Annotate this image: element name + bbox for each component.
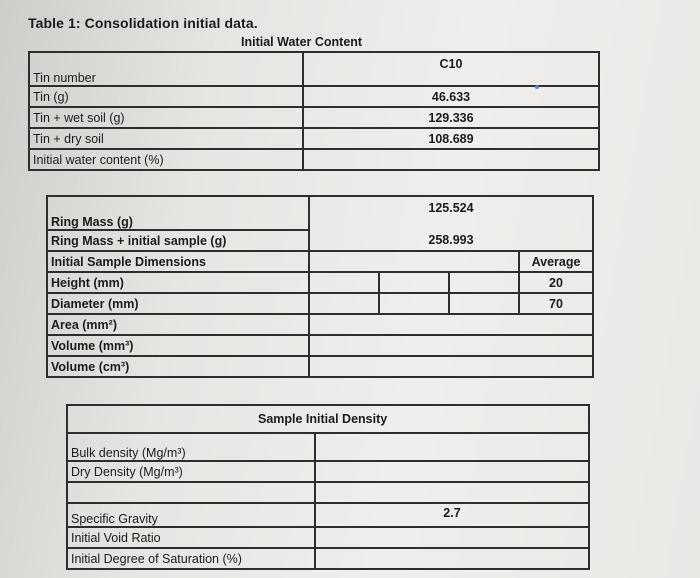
table-row [47, 251, 593, 272]
row-value [309, 356, 593, 377]
table-row [47, 356, 593, 377]
row-label: Initial Sample Dimensions [47, 251, 309, 272]
row-label: Volume (mm³) [47, 335, 309, 356]
row-label [67, 482, 315, 503]
row-value [315, 548, 589, 569]
row-value [315, 433, 589, 461]
row-label: Dry Density (Mg/m³) [67, 461, 315, 482]
table-row [29, 107, 599, 128]
row-value [315, 482, 589, 503]
row-label: Tin + dry soil [29, 128, 303, 149]
row-label: Initial water content (%) [29, 149, 303, 170]
table-row [67, 503, 589, 527]
row-label: Initial Degree of Saturation (%) [67, 548, 315, 569]
sample-initial-density-header: Sample Initial Density [258, 412, 388, 426]
table-row [29, 86, 599, 107]
row-label: Bulk density (Mg/m³) [67, 433, 315, 461]
row-label: Tin number [29, 52, 303, 86]
row-value: 129.336 [303, 107, 599, 128]
row-label: Area (mm²) [47, 314, 309, 335]
row-label: Specific Gravity [67, 503, 315, 527]
table-row [47, 293, 593, 314]
row-value [309, 335, 593, 356]
row-label: Initial Void Ratio [67, 527, 315, 548]
average-value: 20 [519, 272, 593, 293]
row-value [315, 527, 589, 548]
table-row [29, 149, 599, 170]
table-caption: Table 1: Consolidation initial data. [28, 15, 258, 31]
average-header: Average [519, 251, 593, 272]
row-value: 46.633 [303, 86, 599, 107]
table-row [67, 405, 589, 433]
row-value: 258.993 [309, 230, 593, 251]
table-row [47, 196, 593, 230]
row-label: Diameter (mm) [47, 293, 309, 314]
table-row [67, 433, 589, 461]
row-label: Tin (g) [29, 86, 303, 107]
row-value [303, 149, 599, 170]
table-row [47, 314, 593, 335]
row-value: C10 [303, 52, 599, 86]
table-row [67, 548, 589, 569]
row-value: 125.524 [309, 196, 593, 230]
sample-initial-density-table [66, 404, 590, 570]
row-label: Ring Mass (g) [47, 196, 309, 230]
table-row [47, 335, 593, 356]
table-row [67, 461, 589, 482]
row-value [315, 461, 589, 482]
row-label: Height (mm) [47, 272, 309, 293]
initial-water-content-header: Initial Water Content [241, 34, 363, 49]
stray-mark [535, 85, 539, 89]
row-value: 108.689 [303, 128, 599, 149]
row-label: Ring Mass + initial sample (g) [47, 230, 309, 251]
row-label: Tin + wet soil (g) [29, 107, 303, 128]
average-value: 70 [519, 293, 593, 314]
table-row [29, 52, 599, 86]
table-row [47, 230, 593, 251]
ring-sample-table [46, 195, 594, 378]
table-row [67, 527, 589, 548]
initial-water-content-table [28, 32, 600, 171]
row-value: 2.7 [315, 503, 589, 527]
row-value [309, 314, 593, 335]
table-row [29, 128, 599, 149]
table-row [47, 272, 593, 293]
row-label: Volume (cm³) [47, 356, 309, 377]
table-row [67, 482, 589, 503]
